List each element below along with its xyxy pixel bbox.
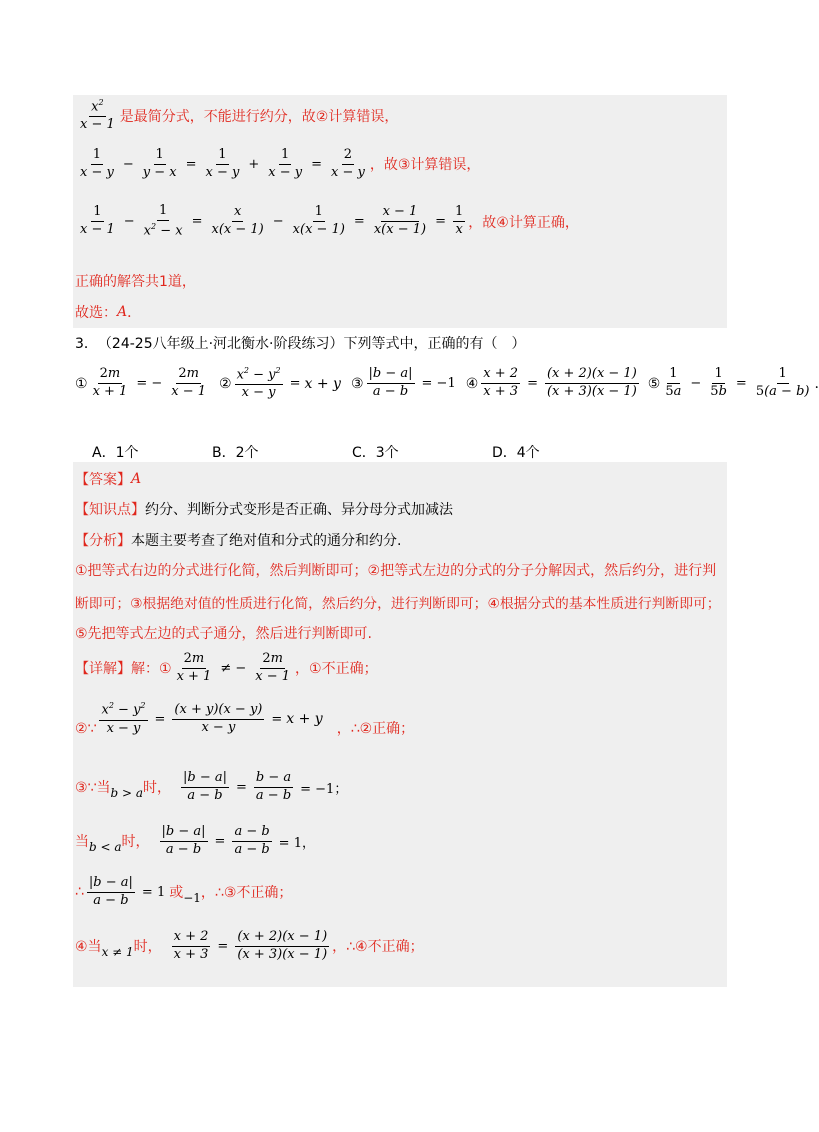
answer-line — [75, 469, 141, 489]
choice-line — [75, 302, 141, 322]
detail-5-mid: 或 — [169, 885, 184, 902]
detail-6-end: ，∴④不正确； — [332, 939, 424, 956]
option-a: A．1个 — [92, 445, 139, 461]
line2-text: ，故③计算错误， — [369, 157, 481, 174]
analysis-p3: ⑤先把等式左边的式子通分，然后进行判断即可. — [75, 626, 372, 642]
detail-line-3: ③∵当 b > a 时， $\frac{|b - a|}{a - b}$ = $\frac{b - a}{a - b}$ = −1； — [75, 770, 348, 803]
detail-4-mid: 时， — [121, 834, 150, 851]
answer-value: A — [131, 471, 142, 487]
detail-start: 解：① — [131, 661, 172, 678]
choice-letter: A — [117, 304, 128, 320]
knowledge-text: 约分、判断分式变形是否正确、异分母分式加减法 — [145, 502, 453, 518]
detail-4-start: 当 — [75, 834, 89, 851]
detail-5-end: ，∴③不正确； — [200, 885, 293, 902]
detail-3-cond: b > a — [110, 786, 143, 801]
option-c: C．3个 — [352, 445, 399, 461]
detail-line-1: 【详解】 解：① $\frac{2m}{x + 1}$ ≠ − $\frac{2m}{x - 1}$ ，①不正确； — [75, 651, 378, 684]
detail-line-4: 当 b < a 时， $\frac{|b - a|}{a - b}$ = $\frac{a - b}{a - b}$ = 1， — [75, 824, 315, 857]
question-number: 3． — [75, 336, 98, 352]
analysis-tag: 【分析】 — [75, 533, 131, 549]
detail-tag: 【详解】 — [75, 661, 131, 678]
detail-2-start: ②∵ — [75, 721, 97, 737]
detail-1-end: ，①不正确； — [295, 661, 378, 678]
detail-5-start: ∴ — [75, 884, 84, 901]
line-equation-3: $\frac{1}{x - y}$ − $\frac{1}{y - x}$ = $\frac{1}{x - y}$ + $\frac{1}{x - y}$ = $\frac{2}{x - y}$ ，故③计算错误， — [80, 147, 481, 180]
line3-text: ，故④计算正确， — [468, 214, 579, 231]
choice-text: 故选： — [75, 305, 117, 321]
analysis-p1: ①把等式右边的分式进行化简，然后判断即可；②把等式左边的分式的分子分解因式，然后约分，进行判 — [75, 563, 717, 579]
detail-6-start: ④当 — [75, 939, 102, 956]
knowledge-tag: 【知识点】 — [75, 502, 145, 518]
detail-line-2: ②∵ $\frac{x^2 - y^2}{x - y}$ = $\frac{(x + y)(x - y)}{x - y}$ = x + y ，∴②正确； — [75, 701, 415, 737]
answer-tag: 【答案】 — [75, 472, 131, 488]
detail-6-cond: x ≠ 1 — [101, 945, 134, 960]
choice-end: ． — [127, 305, 142, 321]
option-b: B．2个 — [212, 445, 259, 461]
line-simplest-fraction — [75, 98, 398, 133]
analysis-text: 本题主要考查了绝对值和分式的通分和约分. — [131, 533, 402, 549]
fraction: $\frac{x^2}{x - 1}$ — [80, 98, 115, 133]
detail-2-end: ，∴②正确； — [336, 721, 415, 737]
question-equations: ① $\frac{2m}{x + 1}$ = − $\frac{2m}{x - 1}$ ② $\frac{x^2 - y^2}{x - y}$ = x + y ③ $\frac{|b - a|}{a - b}$ = −1 ④ $\frac{x + 2}{x + 3}$ = $\frac{(x + 2)(x - 1)}{(x + 3)(x - 1)}$ ⑤ $\frac{1}{5a}$ − $\frac{1}{5b}$ = $\frac{1}{5(a - b)}$ . — [75, 366, 819, 401]
detail-5-val: −1 — [183, 891, 201, 906]
detail-3-mid: 时， — [143, 780, 171, 797]
analysis-p2: 断即可；③根据绝对值的性质进行化简，然后约分，进行判断即可；④根据分式的基本性质进行判断即可； — [75, 596, 721, 612]
detail-4-cond: b < a — [89, 840, 122, 855]
option-d: D．4个 — [492, 445, 540, 461]
summary-line — [75, 271, 196, 291]
analysis-line — [75, 530, 401, 550]
line-equation-4: $\frac{1}{x - 1}$ − $\frac{1}{x^2 - x}$ = $\frac{x}{x(x - 1)}$ − $\frac{1}{x(x - 1)}$ = $\frac{x - 1}{x(x - 1)}$ = $\frac{1}{x}$ ，故④计算正确， — [80, 203, 579, 239]
knowledge-line — [75, 499, 453, 519]
detail-3-start: ③∵当 — [75, 780, 111, 797]
summary-text: 正确的解答共1道， — [75, 274, 196, 290]
line1-text: 是最简分式，不能进行约分，故②计算错误， — [119, 108, 399, 125]
question-header — [75, 333, 526, 353]
detail-line-6: ④当 x ≠ 1 时， $\frac{x + 2}{x + 3}$ = $\frac{(x + 2)(x - 1)}{(x + 3)(x - 1)}$ ，∴④不正确； — [75, 929, 424, 962]
detail-line-5: ∴ $\frac{|b - a|}{a - b}$ = 1 或 −1 ，∴③不正确； — [75, 875, 293, 908]
question-source: （24-25八年级上·河北衡水·阶段练习）下列等式中，正确的有（ ） — [97, 336, 526, 352]
detail-6-mid: 时， — [133, 939, 162, 956]
